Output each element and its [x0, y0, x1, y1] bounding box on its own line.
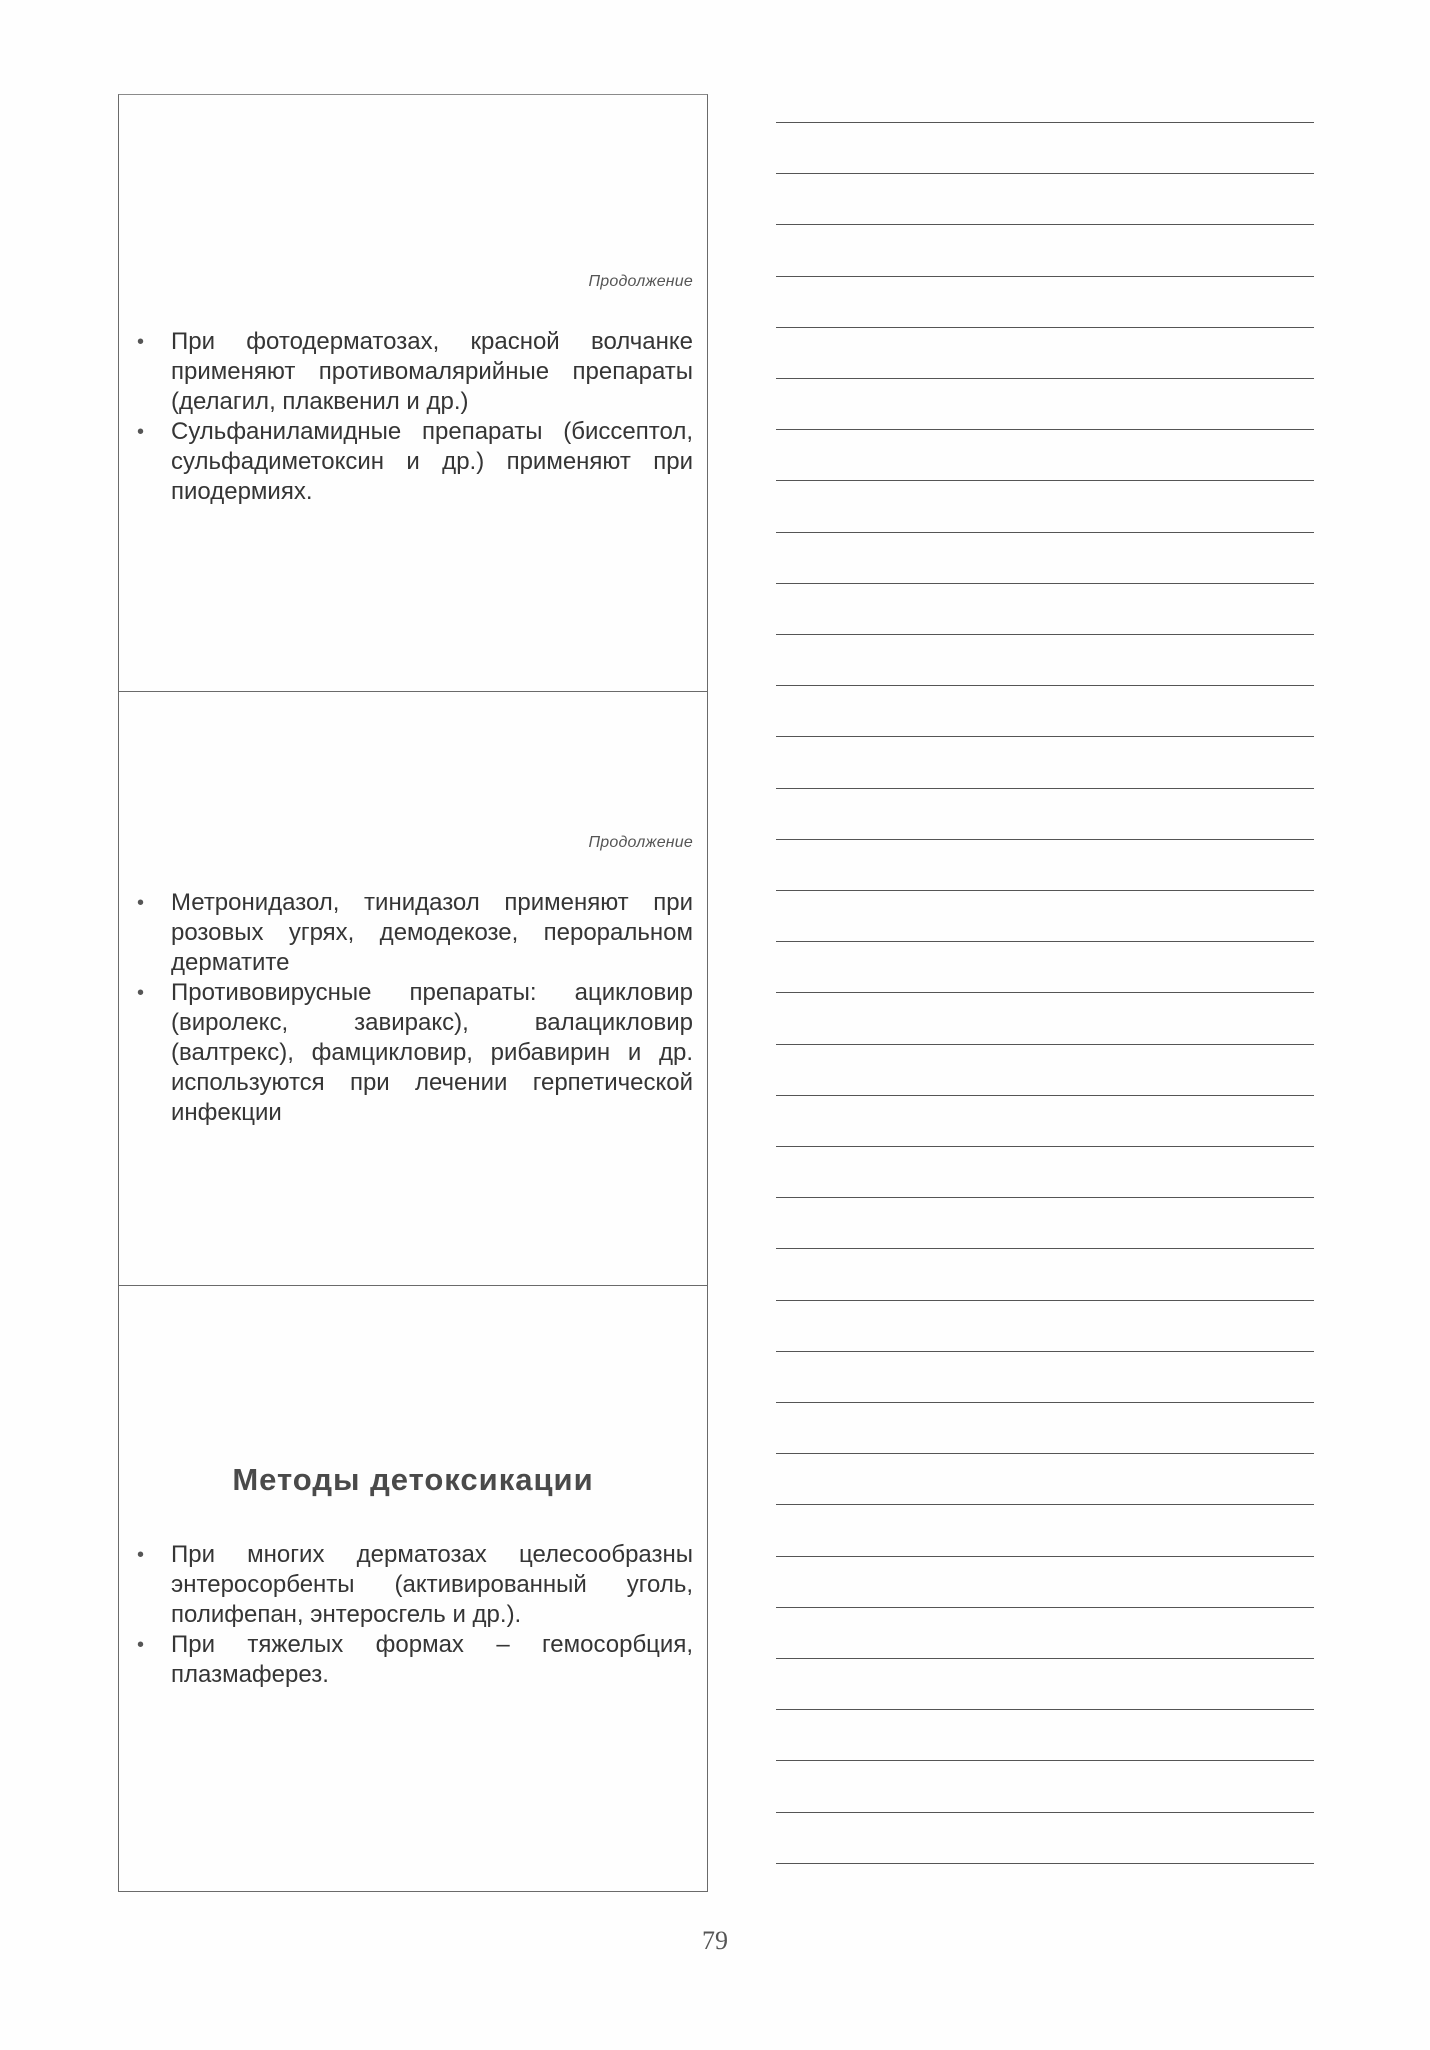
bullet-item	[133, 1540, 693, 1630]
note-line	[776, 890, 1314, 891]
note-line	[776, 1863, 1314, 1864]
note-line	[776, 839, 1314, 840]
bullet-text: При многих дерматозах целесообразны энтеросорбенты (активированный уголь, полифепан, энтеросгель и др.).	[171, 1541, 693, 1628]
note-line	[776, 1504, 1314, 1505]
bullet-text: Метронидазол, тинидазол применяют при розовых угрях, демодекозе, пероральном дерматите	[171, 889, 693, 976]
slide-2	[119, 691, 707, 1285]
bullet-item	[133, 327, 693, 417]
bullet-list	[133, 1540, 693, 1690]
notes-ruled-area	[776, 122, 1314, 1882]
bullet-list	[133, 327, 693, 507]
note-line	[776, 685, 1314, 686]
bullet-icon: •	[137, 892, 145, 914]
note-line	[776, 1044, 1314, 1045]
bullet-text: Противовирусные препараты: ацикловир (виролекс, завиракс), валацикловир (валтрекс), фамцикловир, рибавирин и др. используются при лечении герпетической инфекции	[171, 979, 693, 1126]
bullet-item	[133, 1630, 693, 1690]
note-line	[776, 532, 1314, 533]
note-line	[776, 941, 1314, 942]
bullet-item	[133, 978, 693, 1128]
note-line	[776, 327, 1314, 328]
note-line	[776, 429, 1314, 430]
slide-title: Методы детоксикации	[232, 1462, 594, 1497]
bullet-icon: •	[137, 982, 145, 1004]
note-line	[776, 1146, 1314, 1147]
bullet-icon: •	[137, 1544, 145, 1566]
note-line	[776, 378, 1314, 379]
note-line	[776, 173, 1314, 174]
note-line	[776, 1300, 1314, 1301]
note-line	[776, 1709, 1314, 1710]
bullet-icon: •	[137, 331, 145, 353]
note-line	[776, 1658, 1314, 1659]
note-line	[776, 1453, 1314, 1454]
note-line	[776, 224, 1314, 225]
note-line	[776, 122, 1314, 123]
bullet-icon: •	[137, 421, 145, 443]
bullet-text: Сульфаниламидные препараты (биссептол, сульфадиметоксин и др.) применяют при пиодермиях.	[171, 418, 693, 505]
bullet-list	[133, 888, 693, 1128]
note-line	[776, 583, 1314, 584]
note-line	[776, 1607, 1314, 1608]
note-line	[776, 1760, 1314, 1761]
note-line	[776, 1197, 1314, 1198]
note-line	[776, 480, 1314, 481]
note-line	[776, 1248, 1314, 1249]
note-line	[776, 1812, 1314, 1813]
page-number: 79	[702, 1926, 728, 1955]
bullet-icon: •	[137, 1634, 145, 1656]
slides-frame	[118, 94, 708, 1892]
bullet-text: При тяжелых формах – гемосорбция, плазмаферез.	[171, 1631, 693, 1688]
note-line	[776, 1095, 1314, 1096]
note-line	[776, 1402, 1314, 1403]
note-line	[776, 634, 1314, 635]
note-line	[776, 736, 1314, 737]
continued-label: Продолжение	[588, 834, 693, 851]
slide-1	[119, 95, 707, 691]
note-line	[776, 1351, 1314, 1352]
continued-label: Продолжение	[588, 273, 693, 290]
note-line	[776, 276, 1314, 277]
bullet-item	[133, 888, 693, 978]
bullet-item	[133, 417, 693, 507]
bullet-text: При фотодерматозах, красной волчанке применяют противомалярийные препараты (делагил, плаквенил и др.)	[171, 328, 693, 415]
note-line	[776, 788, 1314, 789]
note-line	[776, 1556, 1314, 1557]
note-line	[776, 992, 1314, 993]
slide-3	[119, 1285, 707, 1890]
